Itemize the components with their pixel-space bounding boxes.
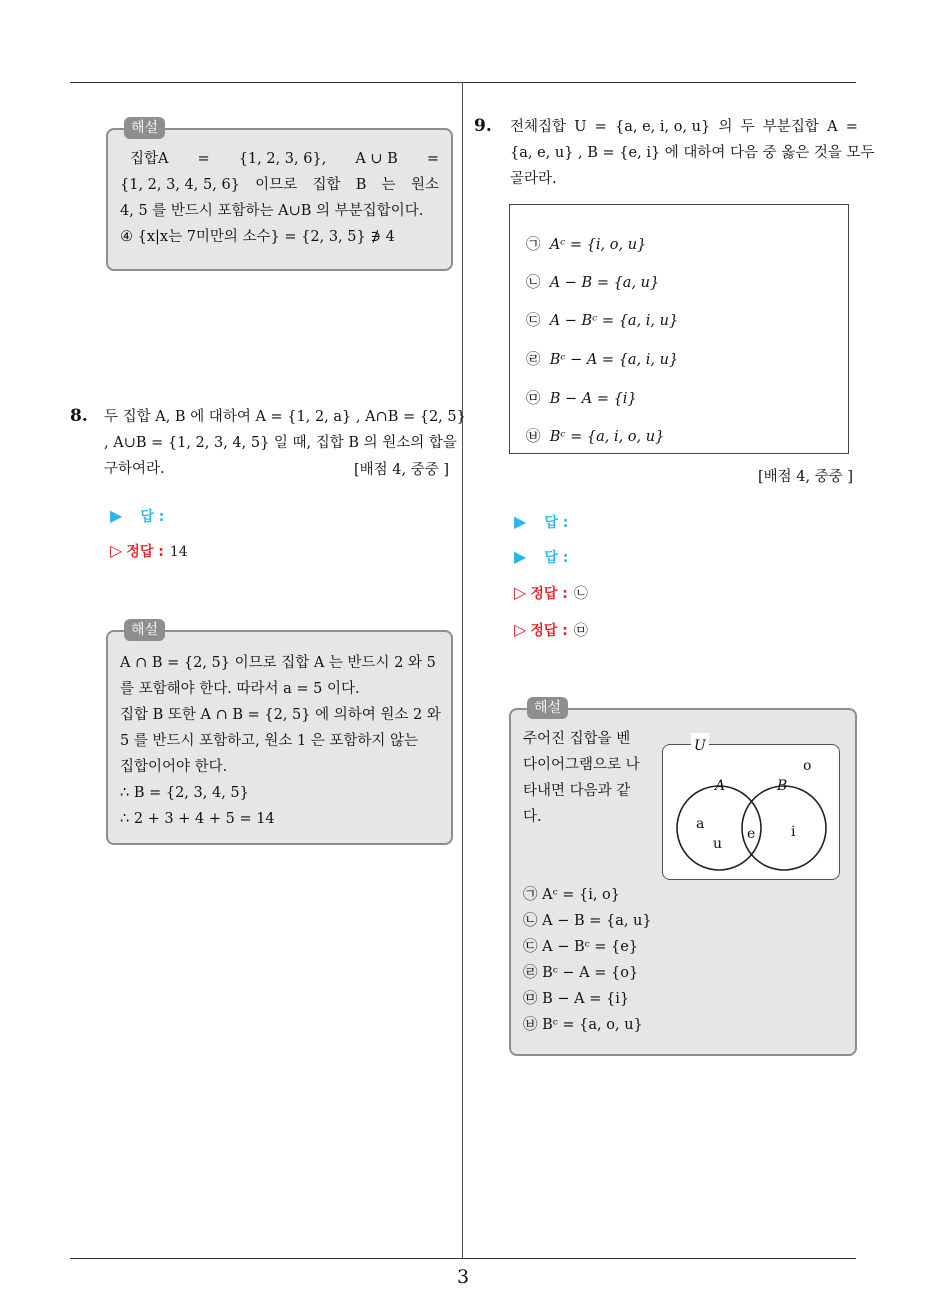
q9-answer-line-1: ▶ 답 : xyxy=(514,512,569,531)
triangle-right-filled-icon: ▶ xyxy=(514,512,527,531)
solution-line: ㉤ B − A = {i} xyxy=(523,991,630,1007)
q9-correct-line-1: ▷ 정답 : ㉡ xyxy=(514,583,588,602)
question-9-points: [배점 4, 중중 ] xyxy=(758,469,854,485)
solution-line: 를 포함해야 한다. 따라서 a = 5 이다. xyxy=(120,681,360,697)
solution-results xyxy=(523,882,652,1038)
venn-element-only-a: u xyxy=(713,836,723,852)
solution-line: ㉣ Bᶜ − A = {o} xyxy=(523,965,639,981)
solution-line: ㉡ A − B = {a, u} xyxy=(523,913,652,929)
question-8-text: 두 집합 A, B 에 대하여 A = {1, 2, a} , A∩B = {2, 5} , A∪B = {1, 2, 3, 4, 5} 일 때, 집합 B 의 원소의 합을 구하여라. xyxy=(104,409,466,477)
solution-box-q8 xyxy=(106,622,453,845)
solution-box-q9 xyxy=(509,700,857,1056)
solution-line: ㉠ Aᶜ = {i, o} xyxy=(523,887,621,903)
solution-tag: 해설 xyxy=(527,697,568,719)
top-rule xyxy=(70,82,856,83)
solution-line: ④ {x|x는 7미만의 소수} = {2, 3, 5} ∌ 4 xyxy=(120,229,395,245)
venn-element-both: e xyxy=(747,826,756,842)
solution-tag: 해설 xyxy=(124,619,165,641)
solution-line: 집합이어야 한다. xyxy=(120,759,228,775)
solution-line: A ∩ B = {2, 5} 이므로 집합 A 는 반드시 2 와 5 xyxy=(120,655,436,671)
set-b-label: B xyxy=(777,778,788,794)
solution-line: ㉥ Bᶜ = {a, o, u} xyxy=(523,1017,643,1033)
triangle-right-outline-icon: ▷ xyxy=(110,541,123,560)
venn-element-only-b: i xyxy=(791,824,796,840)
solution-tag: 해설 xyxy=(124,117,165,139)
question-8-number: 8. xyxy=(70,406,88,426)
choice-item: ㉢ A − Bᶜ = {a, i, u} xyxy=(526,313,679,329)
solution-line: 5 를 반드시 포함하고, 원소 1 은 포함하지 않는 xyxy=(120,733,419,749)
question-8-points: [배점 4, 중중 ] xyxy=(354,462,450,478)
solution-line: 다이어그램으로 나 xyxy=(523,757,640,773)
triangle-right-filled-icon: ▶ xyxy=(110,506,123,525)
venn-element-only-a: a xyxy=(696,816,705,832)
question-9-text: 전체집합 U = {a, e, i, o, u} 의 두 부분집합 A = {a, e, u} , B = {e, i} 에 대하여 다음 중 옳은 것을 모두 골라라. xyxy=(510,119,875,187)
choice-item: ㉤ B − A = {i} xyxy=(526,391,637,407)
choice-item: ㉠ Aᶜ = {i, o, u} xyxy=(526,237,647,253)
solution-line: 다. xyxy=(523,809,542,825)
venn-element-outside: o xyxy=(803,758,812,774)
choice-item: ㉡ A − B = {a, u} xyxy=(526,275,660,291)
solution-line: 주어진 집합을 벤 xyxy=(523,731,631,747)
triangle-right-filled-icon: ▶ xyxy=(514,547,527,566)
triangle-right-outline-icon: ▷ xyxy=(514,583,527,602)
venn-diagram xyxy=(662,738,840,880)
solution-line: ∴ 2 + 3 + 4 + 5 = 14 xyxy=(120,811,275,827)
triangle-right-outline-icon: ▷ xyxy=(514,620,527,639)
solution-line: 집합A = {1, 2, 3, 6}, A ∪ B = xyxy=(130,151,439,167)
solution-line: 타내면 다음과 같 xyxy=(523,783,631,799)
solution-line: 4, 5 를 반드시 포함하는 A∪B 의 부분집합이다. xyxy=(120,203,424,219)
venn-diagram-svg xyxy=(663,745,839,879)
solution-line: ∴ B = {2, 3, 4, 5} xyxy=(120,785,249,801)
solution-box-q7 xyxy=(106,120,453,271)
page-number: 3 xyxy=(456,1266,470,1288)
q8-correct-line: ▷ 정답 : 14 xyxy=(110,541,188,560)
q8-answer-line: ▶ 답 : xyxy=(110,506,165,525)
bottom-rule xyxy=(70,1258,856,1259)
q9-answer-line-2: ▶ 답 : xyxy=(514,547,569,566)
choice-item: ㉣ Bᶜ − A = {a, i, u} xyxy=(526,352,679,368)
column-divider xyxy=(462,82,463,1258)
choice-item: ㉥ Bᶜ = {a, i, o, u} xyxy=(526,429,665,445)
set-a-label: A xyxy=(715,778,726,794)
solution-line: {1, 2, 3, 4, 5, 6} 이므로 집합 B 는 원소 xyxy=(120,177,439,193)
q9-correct-line-2: ▷ 정답 : ㉤ xyxy=(514,620,588,639)
solution-line: ㉢ A − Bᶜ = {e} xyxy=(523,939,639,955)
question-9-number: 9. xyxy=(474,116,492,136)
choice-list-box xyxy=(509,204,849,454)
solution-line: 집합 B 또한 A ∩ B = {2, 5} 에 의하여 원소 2 와 xyxy=(120,707,441,723)
universe-label: U xyxy=(691,733,709,759)
